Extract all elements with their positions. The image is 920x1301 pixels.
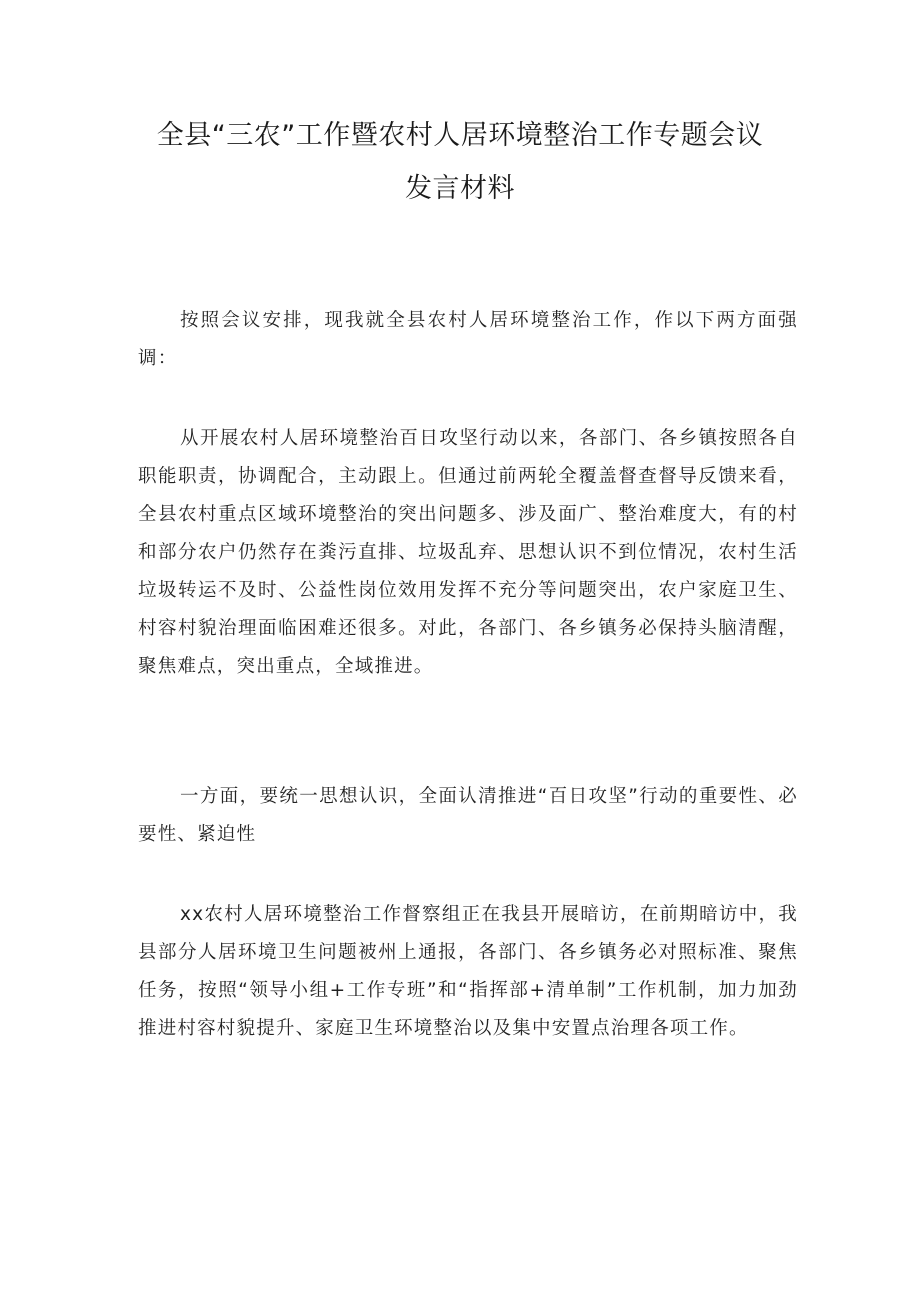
paragraph-inspection: xx农村人居环境整治工作督察组正在我县开展暗访，在前期暗访中，我县部分人居环境卫生问题被州上通报，各部门、各乡镇务必对照标准、聚焦任务，按照“领导小组+工作专班”和“指挥部+清单制”工作机制，加力加劲推进村容村貌提升、家庭卫生环境整治以及集中安置点治理各项工作。 xyxy=(138,904,798,1039)
document-title-line-1: 全县“三农”工作暨农村人居环境整治工作专题会议 xyxy=(156,120,764,151)
paragraph-intro: 按照会议安排，现我就全县农村人居环境整治工作，作以下两方面强调： xyxy=(138,310,798,369)
document-title-line-2: 发言材料 xyxy=(405,173,515,204)
paragraph-first-aspect: 一方面，要统一思想认识，全面认清推进“百日攻坚”行动的重要性、必要性、紧迫性 xyxy=(138,786,798,845)
paragraph-situation: 从开展农村人居环境整治百日攻坚行动以来，各部门、各乡镇按照各自职能职责，协调配合，主动跟上。但通过前两轮全覆盖督查督导反馈来看，全县农村重点区域环境整治的突出问题多、涉及面广、整治难度大，有的村和部分农户仍然存在粪污直排、垃圾乱弃、思想认识不到位情况，农村生活垃圾转运不及时、公益性岗位效用发挥不充分等问题突出，农户家庭卫生、村容村貌治理面临困难还很多。对此，各部门、各乡镇务必保持头脑清醒，聚焦难点，突出重点，全域推进。 xyxy=(138,428,798,677)
